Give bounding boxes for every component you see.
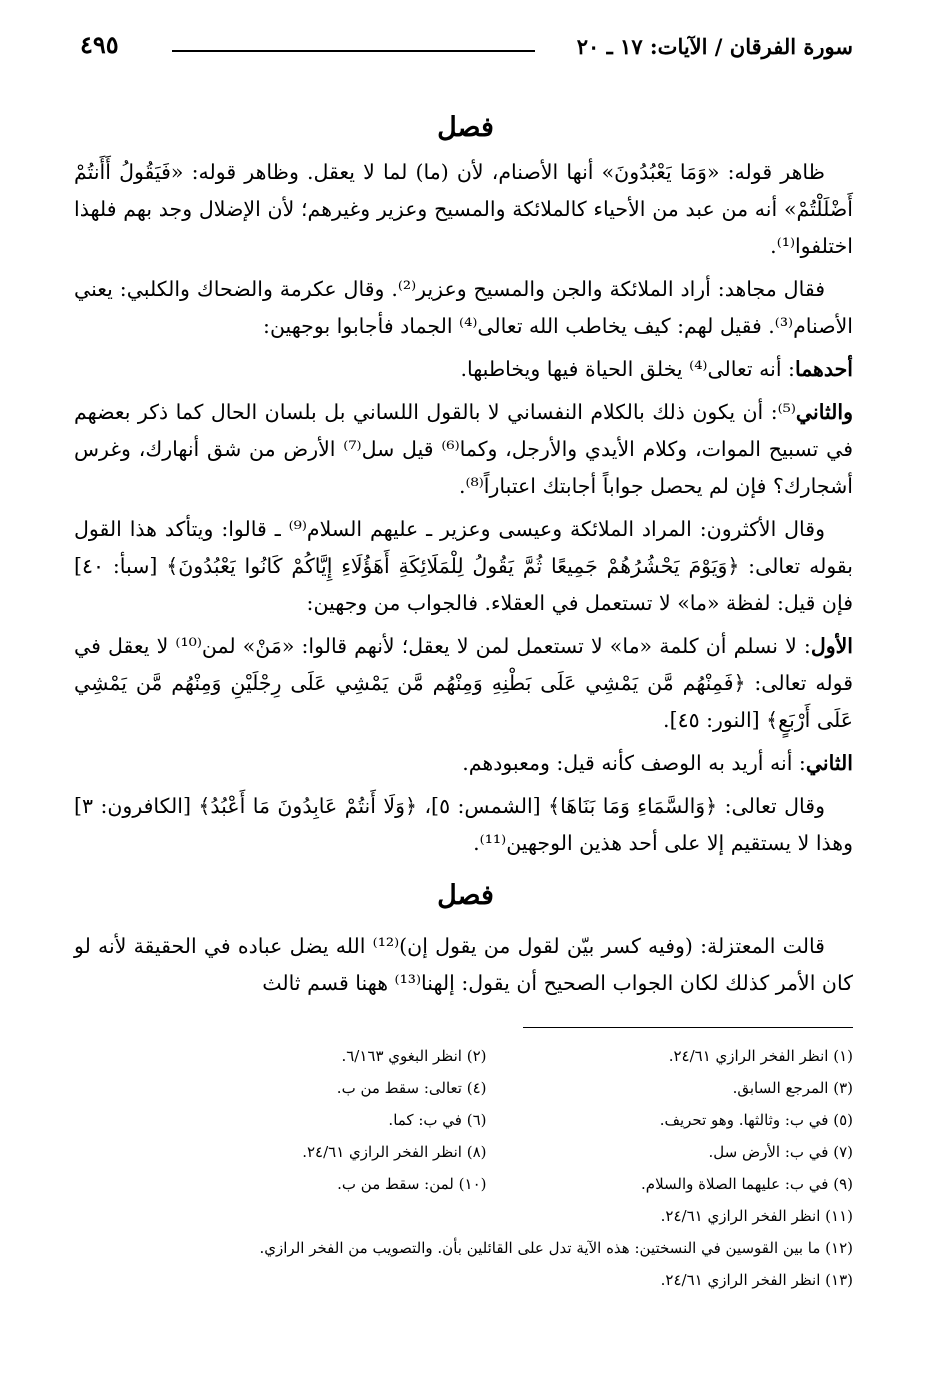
footnote: (٤) تعالى: سقط من ب. xyxy=(336,1079,487,1097)
footnote-row xyxy=(120,1104,853,1136)
lead-word: أحدهما xyxy=(794,357,853,381)
section-title-2: فصل xyxy=(437,880,494,911)
paragraph: والثاني⁽⁵⁾: أن يكون ذلك بالكلام النفساني لا بالقول اللساني بل بلسان الحال كما ذكر بعضهم في تسبيح الموات، وكلام الأيدي والأرجل، وكما⁽⁶⁾ قيل سل⁽⁷⁾ الأرض من شق أنهارك، وغرس أشجارك؟ فإن لم يحصل جواباً أجابتك اعتباراً⁽⁸⁾. xyxy=(74,400,853,498)
footnote-row xyxy=(120,1168,853,1200)
paragraph: ظاهر قوله: «وَمَا يَعْبُدُونَ» أنها الأصنام، لأن (ما) لما لا يعقل. وظاهر قوله: «فَيَقُولُ أَأَنتُمْ أَضْلَلْتُمْ» أنه من عبد من الأحياء كالملائكة والمسيح وعزير وغيرهم؛ لأن الإضلال وجد بهم فلهذا اختلفوا⁽¹⁾. xyxy=(74,160,853,258)
header-rule xyxy=(172,50,535,52)
footnote: (٩) في ب: عليهما الصلاة والسلام. xyxy=(641,1175,853,1193)
footnote: (٨) انظر الفخر الرازي ٢٤/٦١. xyxy=(302,1143,487,1161)
footnote: (٦) في ب: كما. xyxy=(388,1111,487,1129)
footnote: (١٣) انظر الفخر الرازي ٢٤/٦١. xyxy=(660,1271,853,1289)
section-2-body xyxy=(74,928,853,1008)
footnote: (١٢) ما بين القوسين في النسختين: هذه الآية تدل على القائلين بأن. والتصويب من الفخر الرازي. xyxy=(259,1239,853,1257)
footnote: (١١) انظر الفخر الرازي ٢٤/٦١. xyxy=(660,1207,853,1225)
footnote: (٢) انظر البغوي ٦/١٦٣. xyxy=(341,1047,487,1065)
footnote: (٣) المرجع السابق. xyxy=(732,1079,853,1097)
footnote-divider xyxy=(523,1027,853,1028)
lead-word: والثاني xyxy=(795,400,853,424)
paragraph: أحدهما: أنه تعالى⁽⁴⁾ يخلق الحياة فيها ويخاطبها. xyxy=(460,357,853,381)
section-title-1: فصل xyxy=(437,112,494,143)
lead-word: الثاني xyxy=(805,751,853,775)
paragraph: وقال الأكثرون: المراد الملائكة وعيسى وعزير ـ عليهم السلام⁽⁹⁾ ـ قالوا: ويتأكد هذا القول بقوله تعالى: ﴿وَيَوْمَ يَحْشُرُهُمْ جَمِيعًا ثُمَّ يَقُولُ لِلْمَلَائِكَةِ أَهَؤُلَاءِ إِيَّاكُمْ كَانُوا يَعْبُدُونَ﴾ [سبأ: ٤٠] فإن قيل: لفظة «ما» لا تستعمل في العقلاء. فالجواب من وجهين: xyxy=(74,517,853,615)
footnote-row xyxy=(120,1040,853,1072)
running-header xyxy=(80,28,853,68)
footnote: (٥) في ب: وثالثها. وهو تحريف. xyxy=(659,1111,853,1129)
paragraph: الثاني: أنه أريد به الوصف كأنه قيل: ومعبودهم. xyxy=(462,751,853,775)
header-title: سورة الفرقان / الآيات: ١٧ ـ ٢٠ xyxy=(576,34,853,59)
footnote-row xyxy=(120,1136,853,1168)
paragraph: الأول: لا نسلم أن كلمة «ما» لا تستعمل لمن لا يعقل؛ لأنهم قالوا: «مَنْ» لمن⁽¹⁰⁾ لا يعقل في قوله تعالى: ﴿فَمِنْهُم مَّن يَمْشِي عَلَى بَطْنِهِ وَمِنْهُم مَّن يَمْشِي عَلَى رِجْلَيْنِ وَمِنْهُم مَّن يَمْشِي عَلَى أَرْبَعٍ﴾ [النور: ٤٥]. xyxy=(74,634,853,732)
paragraph: وقال تعالى: ﴿وَالسَّمَاءِ وَمَا بَنَاهَا﴾ [الشمس: ٥]، ﴿وَلَا أَنتُمْ عَابِدُونَ مَا أَعْبُدُ﴾ [الكافرون: ٣] وهذا لا يستقيم إلا على أحد هذين الوجهين⁽¹¹⁾. xyxy=(74,794,853,855)
paragraph: فقال مجاهد: أراد الملائكة والجن والمسيح وعزير⁽²⁾. وقال عكرمة والضحاك والكلبي: يعني الأصنام⁽³⁾. فقيل لهم: كيف يخاطب الله تعالى⁽⁴⁾ الجماد فأجابوا بوجهين: xyxy=(74,277,853,338)
page-number: ٤٩٥ xyxy=(80,30,119,59)
paragraph: قالت المعتزلة: (وفيه كسر بيّن لقول من يقول إن)⁽¹²⁾ الله يضل عباده في الحقيقة لأنه لو كان الأمر كذلك لكان الجواب الصحيح أن يقول: إلهنا⁽¹³⁾ ههنا قسم ثالث xyxy=(74,934,853,995)
footnote: (٧) في ب: الأرض سل. xyxy=(708,1143,853,1161)
footnote: (١) انظر الفخر الرازي ٢٤/٦١. xyxy=(668,1047,853,1065)
footnote: (١٠) لمن: سقط من ب. xyxy=(337,1175,487,1193)
section-1-body xyxy=(74,154,853,868)
footnote-row xyxy=(120,1072,853,1104)
lead-word: الأول xyxy=(810,634,853,658)
footnotes xyxy=(120,1040,853,1296)
